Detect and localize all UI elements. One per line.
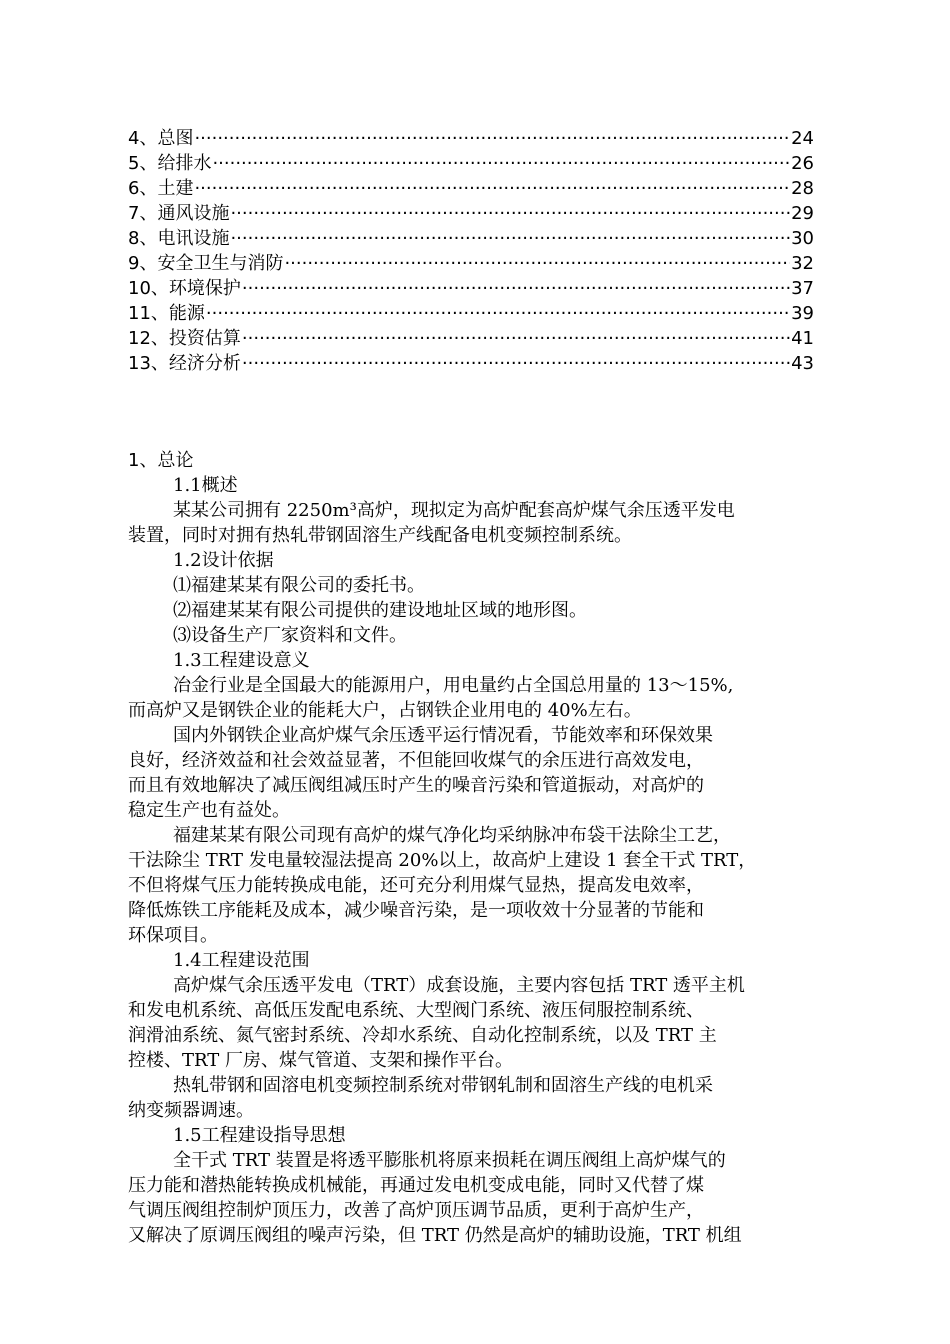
design-basis-list [128, 573, 858, 648]
paragraph-line: 润滑油系统、氮气密封系统、冷却水系统、自动化控制系统，以及 TRT 主 [128, 1025, 717, 1046]
paragraph-line: 和发电机系统、高低压发配电系统、大型阀门系统、液压伺服控制系统、 [128, 1000, 704, 1021]
paragraph-line: 气调压阀组控制炉顶压力，改善了高炉顶压调节品质，更利于高炉生产， [128, 1200, 704, 1221]
paragraph-line: 而且有效地解决了减压阀组减压时产生的噪音污染和管道振动，对高炉的 [128, 775, 704, 796]
paragraph-significance-1 [128, 673, 858, 723]
toc-leader-dots [242, 328, 790, 349]
subsection-heading-overview: 1.1概述 [173, 475, 238, 496]
toc-entry[interactable] [128, 349, 814, 374]
toc-entry-label: 4、总图 [128, 128, 194, 149]
section-heading: 1、总论 [128, 450, 194, 471]
toc-leader-dots [284, 253, 790, 274]
paragraph-line: 冶金行业是全国最大的能源用户，用电量约占全国总用量的 13～15%, [173, 675, 734, 696]
toc-entry-page: 24 [791, 128, 814, 149]
subsection-heading-significance: 1.3工程建设意义 [173, 650, 310, 671]
list-item: ⑵福建某某有限公司提供的建设地址区域的地形图。 [173, 600, 587, 621]
toc-entry-label: 9、安全卫生与消防 [128, 253, 284, 274]
paragraph-line: 福建某某有限公司现有高炉的煤气净化均采纳脉冲布袋干法除尘工艺， [173, 825, 731, 846]
toc-entry-page: 29 [791, 203, 814, 224]
paragraph-line: 良好，经济效益和社会效益显著，不但能回收煤气的余压进行高效发电， [128, 750, 704, 771]
toc-entry-page: 28 [791, 178, 814, 199]
paragraph-line: 某某公司拥有 2250m³高炉，现拟定为高炉配套高炉煤气余压透平发电 [173, 500, 735, 521]
paragraph-line: 纳变频器调速。 [128, 1100, 254, 1121]
toc-entry-label: 5、给排水 [128, 153, 212, 174]
paragraph-scope-1 [128, 973, 858, 1073]
toc-leader-dots [242, 353, 790, 374]
toc-leader-dots [242, 278, 790, 299]
toc-leader-dots [230, 203, 790, 224]
toc-entry[interactable] [128, 124, 814, 149]
paragraph-line: 装置，同时对拥有热轧带钢固溶生产线配备电机变频控制系统。 [128, 525, 632, 546]
toc-entry-page: 37 [791, 278, 814, 299]
paragraph-line: 国内外钢铁企业高炉煤气余压透平运行情况看，节能效率和环保效果 [173, 725, 713, 746]
subsection-heading-scope: 1.4工程建设范围 [173, 950, 310, 971]
toc-entry[interactable] [128, 149, 814, 174]
toc-leader-dots [194, 128, 790, 149]
paragraph-line: 干法除尘 TRT 发电量较湿法提高 20%以上，故高炉上建设 1 套全干式 TRT， [128, 850, 757, 871]
toc-entry[interactable] [128, 274, 814, 299]
toc-leader-dots [212, 153, 790, 174]
paragraph-line: 又解决了原调压阀组的噪声污染，但 TRT 仍然是高炉的辅助设施，TRT 机组 [128, 1225, 742, 1246]
toc-entry-label: 10、环境保护 [128, 278, 241, 299]
paragraph-line: 环保项目。 [128, 925, 218, 946]
paragraph-line: 控楼、TRT 厂房、煤气管道、支架和操作平台。 [128, 1050, 513, 1071]
toc-entry-label: 7、通风设施 [128, 203, 230, 224]
table-of-contents [128, 124, 814, 374]
toc-entry-page: 39 [791, 303, 814, 324]
paragraph-line: 高炉煤气余压透平发电（TRT）成套设施，主要内容包括 TRT 透平主机 [173, 975, 745, 996]
paragraph-line: 全干式 TRT 装置是将透平膨胀机将原来损耗在调压阀组上高炉煤气的 [173, 1150, 726, 1171]
paragraph-line: 热轧带钢和固溶电机变频控制系统对带钢轧制和固溶生产线的电机采 [173, 1075, 713, 1096]
paragraph-line: 不但将煤气压力能转换成电能，还可充分利用煤气显热，提高发电效率， [128, 875, 704, 896]
toc-entry-label: 8、电讯设施 [128, 228, 230, 249]
toc-leader-dots [230, 228, 790, 249]
paragraph-significance-2 [128, 723, 858, 823]
toc-entry[interactable] [128, 199, 814, 224]
toc-entry-page: 26 [791, 153, 814, 174]
toc-entry-page: 43 [791, 353, 814, 374]
paragraph-guiding-idea [128, 1148, 858, 1248]
paragraph-line: 稳定生产也有益处。 [128, 800, 290, 821]
toc-leader-dots [194, 178, 790, 199]
toc-entry-label: 13、经济分析 [128, 353, 241, 374]
list-item: ⑶设备生产厂家资料和文件。 [173, 625, 407, 646]
toc-entry-page: 41 [791, 328, 814, 349]
paragraph-significance-3 [128, 823, 858, 948]
toc-entry[interactable] [128, 249, 814, 274]
toc-entry[interactable] [128, 324, 814, 349]
toc-entry-label: 12、投资估算 [128, 328, 241, 349]
subsection-heading-guiding-idea: 1.5工程建设指导思想 [173, 1125, 346, 1146]
paragraph-line: 而高炉又是钢铁企业的能耗大户，占钢铁企业用电的 40%左右。 [128, 700, 642, 721]
toc-entry-label: 6、土建 [128, 178, 194, 199]
toc-entry[interactable] [128, 224, 814, 249]
toc-entry-page: 30 [791, 228, 814, 249]
toc-entry[interactable] [128, 174, 814, 199]
document-body [128, 448, 858, 1248]
subsection-heading-design-basis: 1.2设计依据 [173, 550, 274, 571]
toc-leader-dots [206, 303, 790, 324]
paragraph-line: 压力能和潜热能转换成机械能，再通过发电机变成电能，同时又代替了煤 [128, 1175, 704, 1196]
paragraph-scope-2 [128, 1073, 858, 1123]
list-item: ⑴福建某某有限公司的委托书。 [173, 575, 425, 596]
toc-entry-label: 11、能源 [128, 303, 205, 324]
paragraph-overview [128, 498, 858, 548]
toc-entry-page: 32 [791, 253, 814, 274]
toc-entry[interactable] [128, 299, 814, 324]
paragraph-line: 降低炼铁工序能耗及成本，减少噪音污染，是一项收效十分显著的节能和 [128, 900, 704, 921]
